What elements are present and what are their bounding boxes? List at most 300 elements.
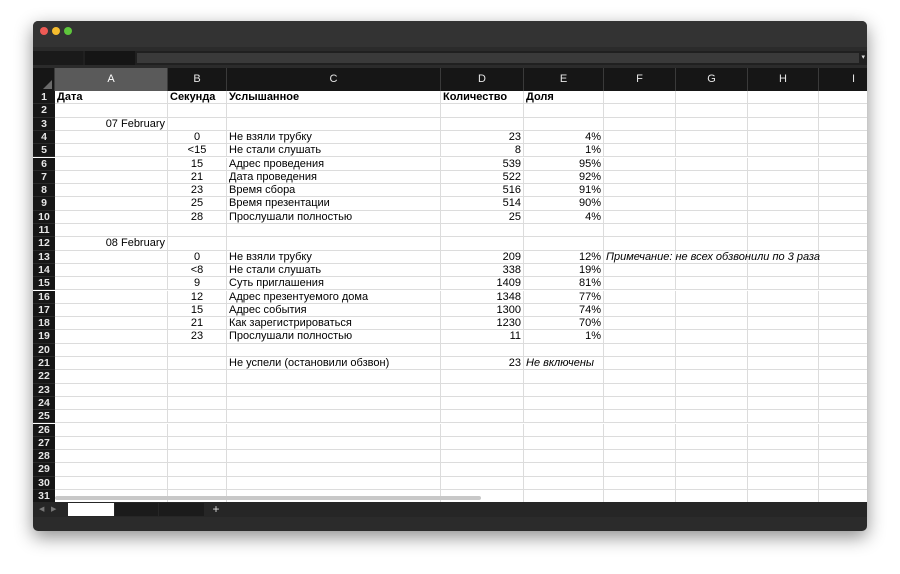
row-header[interactable]: 25 [33,410,55,423]
select-all-corner[interactable] [33,68,55,91]
cell-g7[interactable] [676,171,748,184]
cell-i24[interactable] [819,397,867,410]
cell-h15[interactable] [748,277,819,290]
row-header[interactable]: 8 [33,184,55,197]
cell-e2[interactable] [524,104,604,117]
cell-f5[interactable] [604,144,676,157]
cell-f24[interactable] [604,397,676,410]
cell-a20[interactable] [55,344,168,357]
cell-i18[interactable] [819,317,867,330]
cell-c21[interactable] [227,357,441,370]
cell-e8[interactable] [524,184,604,197]
cell-h26[interactable] [748,424,819,437]
row-header[interactable]: 6 [33,158,55,171]
cell-f14[interactable] [604,264,676,277]
cell-i21[interactable] [819,357,867,370]
cell-d3[interactable] [441,118,524,131]
cell-f27[interactable] [604,437,676,450]
cell-h8[interactable] [748,184,819,197]
row-header[interactable]: 4 [33,131,55,144]
cell-a3[interactable] [55,118,168,131]
add-sheet-button[interactable]: + [212,502,220,516]
cell-f22[interactable] [604,370,676,383]
cell-i20[interactable] [819,344,867,357]
cell-c20[interactable] [227,344,441,357]
cell-i10[interactable] [819,211,867,224]
cell-f6[interactable] [604,158,676,171]
cell-h27[interactable] [748,437,819,450]
cell-e11[interactable] [524,224,604,237]
cell-e27[interactable] [524,437,604,450]
cell-h6[interactable] [748,158,819,171]
cell-h16[interactable] [748,291,819,304]
cell-e13[interactable] [524,251,604,264]
row-header[interactable]: 30 [33,477,55,490]
cell-e17[interactable] [524,304,604,317]
cell-f13[interactable] [604,250,820,264]
cell-i6[interactable] [819,158,867,171]
sheet-grid[interactable] [33,68,867,502]
cell-g11[interactable] [676,224,748,237]
cell-h2[interactable] [748,104,819,117]
cell-a22[interactable] [55,370,168,383]
cell-b5[interactable] [168,144,227,157]
cell-g18[interactable] [676,317,748,330]
cell-a10[interactable] [55,211,168,224]
cell-e7[interactable] [524,171,604,184]
cell-a30[interactable] [55,477,168,490]
cell-g12[interactable] [676,237,748,250]
cell-b15[interactable] [168,277,227,290]
cell-i11[interactable] [819,224,867,237]
cell-e14[interactable] [524,264,604,277]
cell-a17[interactable] [55,304,168,317]
row-header[interactable]: 3 [33,118,55,131]
cell-h4[interactable] [748,131,819,144]
cell-h25[interactable] [748,410,819,423]
function-box[interactable] [85,51,135,65]
cell-c9[interactable] [227,197,441,210]
row-header[interactable]: 26 [33,424,55,437]
cell-a23[interactable] [55,384,168,397]
cell-f16[interactable] [604,291,676,304]
cell-c25[interactable] [227,410,441,423]
cell-f21[interactable] [604,357,676,370]
cell-e1[interactable] [524,91,604,104]
cell-b18[interactable] [168,317,227,330]
cell-e9[interactable] [524,197,604,210]
cell-g31[interactable] [676,490,748,502]
cell-a7[interactable] [55,171,168,184]
cell-g8[interactable] [676,184,748,197]
cell-e18[interactable] [524,317,604,330]
cell-b26[interactable] [168,424,227,437]
cell-f18[interactable] [604,317,676,330]
cell-d21[interactable] [441,357,524,370]
cell-h12[interactable] [748,237,819,250]
cell-b16[interactable] [168,291,227,304]
row-header[interactable]: 11 [33,224,55,237]
close-window-button[interactable] [40,27,48,35]
cell-h24[interactable] [748,397,819,410]
row-header[interactable]: 2 [33,104,55,117]
cell-d12[interactable] [441,237,524,250]
cell-d6[interactable] [441,158,524,171]
cell-h20[interactable] [748,344,819,357]
cell-i5[interactable] [819,144,867,157]
column-header-f[interactable]: F [604,68,676,91]
cell-c27[interactable] [227,437,441,450]
cell-f20[interactable] [604,344,676,357]
cell-a2[interactable] [55,104,168,117]
cell-e22[interactable] [524,370,604,383]
cell-h9[interactable] [748,197,819,210]
cell-g1[interactable] [676,91,748,104]
cell-e30[interactable] [524,477,604,490]
cell-c24[interactable] [227,397,441,410]
cell-g30[interactable] [676,477,748,490]
row-header[interactable]: 12 [33,237,55,250]
cell-b3[interactable] [168,118,227,131]
cell-a8[interactable] [55,184,168,197]
cell-a4[interactable] [55,131,168,144]
cell-d18[interactable] [441,317,524,330]
cell-c8[interactable] [227,184,441,197]
cell-b29[interactable] [168,463,227,476]
cell-b23[interactable] [168,384,227,397]
cell-a5[interactable] [55,144,168,157]
cell-d19[interactable] [441,330,524,343]
cell-h10[interactable] [748,211,819,224]
cell-e3[interactable] [524,118,604,131]
cell-a24[interactable] [55,397,168,410]
cell-f3[interactable] [604,118,676,131]
cell-i29[interactable] [819,463,867,476]
row-header[interactable]: 21 [33,357,55,370]
cell-i25[interactable] [819,410,867,423]
row-header[interactable]: 14 [33,264,55,277]
cell-d29[interactable] [441,463,524,476]
cell-b7[interactable] [168,171,227,184]
cell-e21[interactable] [524,357,604,370]
cell-d28[interactable] [441,450,524,463]
cell-g29[interactable] [676,463,748,476]
cell-c28[interactable] [227,450,441,463]
cell-c16[interactable] [227,291,441,304]
cell-g27[interactable] [676,437,748,450]
column-header-e[interactable]: E [524,68,604,91]
cell-c3[interactable] [227,118,441,131]
triangle-left-icon[interactable]: ◀ [39,506,45,513]
cell-h11[interactable] [748,224,819,237]
cell-f9[interactable] [604,197,676,210]
cell-i30[interactable] [819,477,867,490]
cell-b10[interactable] [168,211,227,224]
cell-i8[interactable] [819,184,867,197]
cell-i27[interactable] [819,437,867,450]
cell-a18[interactable] [55,317,168,330]
row-header[interactable]: 20 [33,344,55,357]
cell-a28[interactable] [55,450,168,463]
cell-d26[interactable] [441,424,524,437]
cell-h19[interactable] [748,330,819,343]
cell-b13[interactable] [168,251,227,264]
name-box[interactable] [33,51,83,65]
row-header[interactable]: 17 [33,304,55,317]
cell-c1[interactable] [227,91,441,104]
cell-h23[interactable] [748,384,819,397]
cell-e12[interactable] [524,237,604,250]
cell-e29[interactable] [524,463,604,476]
cell-c26[interactable] [227,424,441,437]
cell-c13[interactable] [227,251,441,264]
cell-a27[interactable] [55,437,168,450]
row-header[interactable]: 7 [33,171,55,184]
cell-i9[interactable] [819,197,867,210]
cell-h3[interactable] [748,118,819,131]
cell-h1[interactable] [748,91,819,104]
column-header-g[interactable]: G [676,68,748,91]
row-header[interactable]: 9 [33,197,55,210]
cell-g3[interactable] [676,118,748,131]
row-header[interactable]: 23 [33,384,55,397]
cell-g16[interactable] [676,291,748,304]
cell-f26[interactable] [604,424,676,437]
row-header[interactable]: 5 [33,144,55,157]
cell-a6[interactable] [55,158,168,171]
horizontal-scrollbar[interactable] [55,496,481,500]
cell-g14[interactable] [676,264,748,277]
cell-g10[interactable] [676,211,748,224]
cell-b6[interactable] [168,158,227,171]
cell-b17[interactable] [168,304,227,317]
sheet-tab-1[interactable] [68,503,114,516]
cell-e26[interactable] [524,424,604,437]
cell-a29[interactable] [55,463,168,476]
cell-i23[interactable] [819,384,867,397]
cell-a1[interactable] [55,91,168,104]
cell-f7[interactable] [604,171,676,184]
cell-d17[interactable] [441,304,524,317]
column-header-b[interactable]: B [168,68,227,91]
cell-f12[interactable] [604,237,676,250]
row-header[interactable]: 13 [33,251,55,264]
cell-c2[interactable] [227,104,441,117]
cell-b30[interactable] [168,477,227,490]
formula-input[interactable] [137,53,859,63]
column-header-c[interactable]: C [227,68,441,91]
row-header[interactable]: 10 [33,211,55,224]
column-header-d[interactable]: D [441,68,524,91]
cell-h14[interactable] [748,264,819,277]
row-header[interactable]: 31 [33,490,55,502]
cell-f4[interactable] [604,131,676,144]
cell-h21[interactable] [748,357,819,370]
cell-i4[interactable] [819,131,867,144]
cell-i31[interactable] [819,490,867,502]
cell-h5[interactable] [748,144,819,157]
cell-g19[interactable] [676,330,748,343]
cell-f30[interactable] [604,477,676,490]
row-header[interactable]: 18 [33,317,55,330]
cell-d11[interactable] [441,224,524,237]
cell-h17[interactable] [748,304,819,317]
cell-a13[interactable] [55,251,168,264]
cell-g6[interactable] [676,158,748,171]
cell-c29[interactable] [227,463,441,476]
cell-b2[interactable] [168,104,227,117]
cell-d9[interactable] [441,197,524,210]
cell-d7[interactable] [441,171,524,184]
cell-c5[interactable] [227,144,441,157]
cell-b25[interactable] [168,410,227,423]
minimize-window-button[interactable] [52,27,60,35]
cell-d15[interactable] [441,277,524,290]
cell-d13[interactable] [441,251,524,264]
cell-d2[interactable] [441,104,524,117]
cell-c10[interactable] [227,211,441,224]
cell-g28[interactable] [676,450,748,463]
cell-a21[interactable] [55,357,168,370]
cell-b21[interactable] [168,357,227,370]
row-header[interactable]: 27 [33,437,55,450]
cell-g21[interactable] [676,357,748,370]
cell-g2[interactable] [676,104,748,117]
cell-g20[interactable] [676,344,748,357]
row-header[interactable]: 29 [33,463,55,476]
cell-d1[interactable] [441,91,524,104]
cell-b27[interactable] [168,437,227,450]
cell-f17[interactable] [604,304,676,317]
cell-i7[interactable] [819,171,867,184]
cell-e15[interactable] [524,277,604,290]
cell-d20[interactable] [441,344,524,357]
zoom-window-button[interactable] [64,27,72,35]
cell-c14[interactable] [227,264,441,277]
cell-d10[interactable] [441,211,524,224]
cell-d8[interactable] [441,184,524,197]
chevron-down-icon[interactable]: ▾ [861,54,865,61]
cell-i14[interactable] [819,264,867,277]
cell-h29[interactable] [748,463,819,476]
cell-h30[interactable] [748,477,819,490]
row-header[interactable]: 22 [33,370,55,383]
cell-i16[interactable] [819,291,867,304]
cell-h22[interactable] [748,370,819,383]
cell-e10[interactable] [524,211,604,224]
cell-g15[interactable] [676,277,748,290]
cell-d25[interactable] [441,410,524,423]
cell-c30[interactable] [227,477,441,490]
cell-f19[interactable] [604,330,676,343]
cell-d23[interactable] [441,384,524,397]
cell-a14[interactable] [55,264,168,277]
cell-i13[interactable] [819,251,867,264]
sheet-tab-3[interactable] [159,503,204,516]
cell-c6[interactable] [227,158,441,171]
row-header[interactable]: 16 [33,291,55,304]
cell-a19[interactable] [55,330,168,343]
cell-c15[interactable] [227,277,441,290]
cell-e20[interactable] [524,344,604,357]
cell-c22[interactable] [227,370,441,383]
cell-b9[interactable] [168,197,227,210]
cell-f2[interactable] [604,104,676,117]
cell-d5[interactable] [441,144,524,157]
cell-i26[interactable] [819,424,867,437]
column-header-i[interactable]: I [819,68,867,91]
cell-d14[interactable] [441,264,524,277]
cell-g5[interactable] [676,144,748,157]
cell-i12[interactable] [819,237,867,250]
cell-h18[interactable] [748,317,819,330]
column-header-a[interactable]: A [55,68,168,91]
cell-f28[interactable] [604,450,676,463]
cell-c7[interactable] [227,171,441,184]
cell-b28[interactable] [168,450,227,463]
cell-b20[interactable] [168,344,227,357]
cell-e4[interactable] [524,131,604,144]
cell-a15[interactable] [55,277,168,290]
cell-a26[interactable] [55,424,168,437]
cell-i22[interactable] [819,370,867,383]
cell-a11[interactable] [55,224,168,237]
cell-i17[interactable] [819,304,867,317]
cell-c18[interactable] [227,317,441,330]
cell-c19[interactable] [227,330,441,343]
cell-c11[interactable] [227,224,441,237]
cell-e16[interactable] [524,291,604,304]
cell-e31[interactable] [524,490,604,502]
cell-f23[interactable] [604,384,676,397]
cell-b1[interactable] [168,91,227,104]
triangle-right-icon[interactable]: ▶ [51,506,57,513]
cell-c12[interactable] [227,237,441,250]
cell-i1[interactable] [819,91,867,104]
cell-e23[interactable] [524,384,604,397]
cell-a9[interactable] [55,197,168,210]
cell-e24[interactable] [524,397,604,410]
cell-c23[interactable] [227,384,441,397]
cell-g4[interactable] [676,131,748,144]
cell-d4[interactable] [441,131,524,144]
cell-i19[interactable] [819,330,867,343]
cell-g24[interactable] [676,397,748,410]
cell-c17[interactable] [227,304,441,317]
cell-d22[interactable] [441,370,524,383]
column-header-h[interactable]: H [748,68,819,91]
cell-g17[interactable] [676,304,748,317]
cell-d24[interactable] [441,397,524,410]
cell-a12[interactable] [55,237,168,250]
cell-d16[interactable] [441,291,524,304]
cell-b11[interactable] [168,224,227,237]
cell-f10[interactable] [604,211,676,224]
cell-b14[interactable] [168,264,227,277]
cell-f31[interactable] [604,490,676,502]
cell-b8[interactable] [168,184,227,197]
cell-i15[interactable] [819,277,867,290]
cell-i28[interactable] [819,450,867,463]
cell-h7[interactable] [748,171,819,184]
cell-e6[interactable] [524,158,604,171]
sheet-tab-2[interactable] [115,503,158,516]
cell-d27[interactable] [441,437,524,450]
cell-h28[interactable] [748,450,819,463]
row-header[interactable]: 1 [33,91,55,104]
cell-f8[interactable] [604,184,676,197]
cell-c4[interactable] [227,131,441,144]
